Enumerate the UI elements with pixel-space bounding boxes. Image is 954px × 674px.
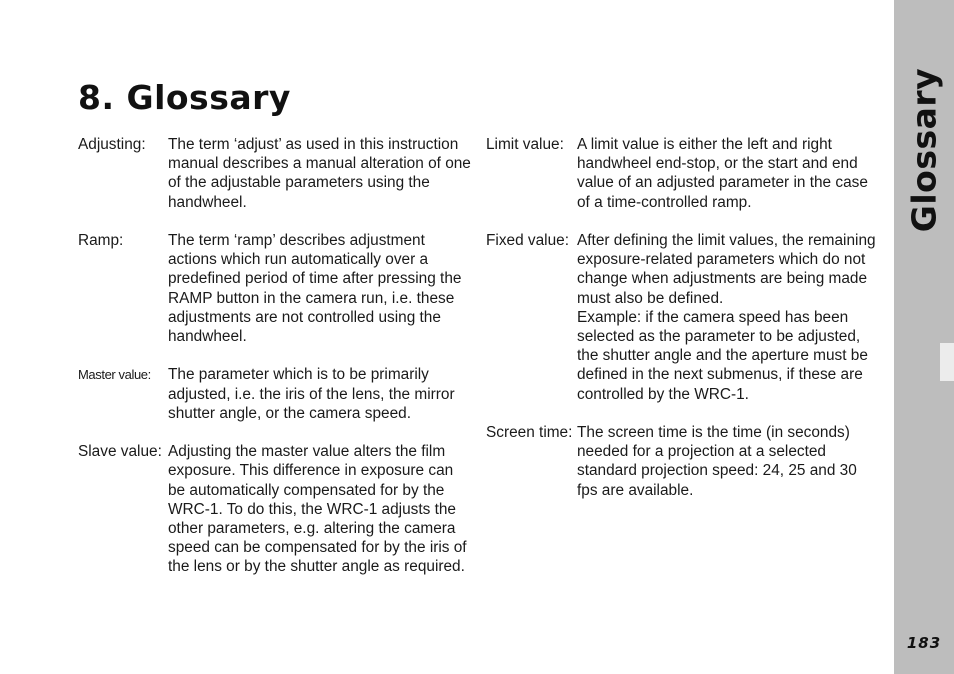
glossary-entry-adjusting — [78, 135, 473, 212]
glossary-definition — [168, 365, 473, 423]
side-tab-title-text: Glossary — [904, 67, 944, 233]
chapter-side-tab — [894, 0, 954, 674]
glossary-term: Master value: — [78, 367, 151, 383]
definition-text: Adjusting the master value alters the film exposure. This difference in exposure can be automatically compensated for by the WRC-1. To do this, the WRC-1 adjusts the other parameters, e.g. altering the camera speed can be compensated for by the iris of the lens or by the shutter angle as required. — [168, 443, 467, 576]
page-title: 8. Glossary — [78, 78, 291, 117]
definition-text: The term ‘adjust’ as used in this instruction manual describes a manual alteration of one of the adjustable parameters using the handwheel. — [168, 136, 471, 211]
definition-example-text: Example: if the camera speed has been selected as the parameter to be adjusted, the shutter angle and the aperture must be defined in the next submenus, if these are controlled by the WRC-1. — [577, 308, 868, 403]
glossary-definition — [577, 231, 881, 404]
glossary-definition — [168, 135, 473, 212]
glossary-entry-slave-value — [78, 442, 473, 576]
glossary-term: Screen time: — [486, 424, 573, 442]
glossary-definition — [168, 442, 473, 576]
glossary-column-left — [78, 135, 473, 596]
glossary-term: Limit value: — [486, 136, 564, 153]
definition-text: After defining the limit values, the remaining exposure-related parameters which do not change when adjustments are being made must also be defined. — [577, 232, 876, 307]
side-tab-title — [896, 67, 952, 233]
glossary-definition — [168, 231, 473, 346]
definition-text: The term ‘ramp’ describes adjustment actions which run automatically over a predefined period of time after pressing the RAMP button in the camera run, i.e. these adjustments are not controlled using the handwheel. — [168, 232, 462, 346]
glossary-entry-screen-time — [486, 423, 881, 500]
glossary-definition — [577, 135, 881, 212]
page-number: 183 — [906, 634, 942, 652]
definition-text: A limit value is either the left and right handwheel end-stop, or the start and end value of an adjusted parameter in the case of a time-controlled ramp. — [577, 136, 868, 211]
definition-text: The parameter which is to be primarily adjusted, i.e. the iris of the lens, the mirror shutter angle, or the camera speed. — [168, 366, 455, 422]
glossary-entry-limit-value — [486, 135, 881, 212]
glossary-term: Fixed value: — [486, 232, 569, 249]
definition-text: The screen time is the time (in seconds) needed for a projection at a selected standard projection speed: 24, 25 and 30 fps are available. — [577, 424, 857, 499]
glossary-entry-master-value — [78, 365, 473, 423]
glossary-entry-ramp — [78, 231, 473, 346]
glossary-term: Slave value: — [78, 443, 162, 461]
glossary-definition — [577, 423, 881, 500]
glossary-entry-fixed-value — [486, 231, 881, 404]
glossary-term: Ramp: — [78, 232, 124, 249]
thumb-index-marker — [940, 343, 954, 381]
glossary-term: Adjusting: — [78, 136, 146, 153]
glossary-column-right — [486, 135, 881, 519]
